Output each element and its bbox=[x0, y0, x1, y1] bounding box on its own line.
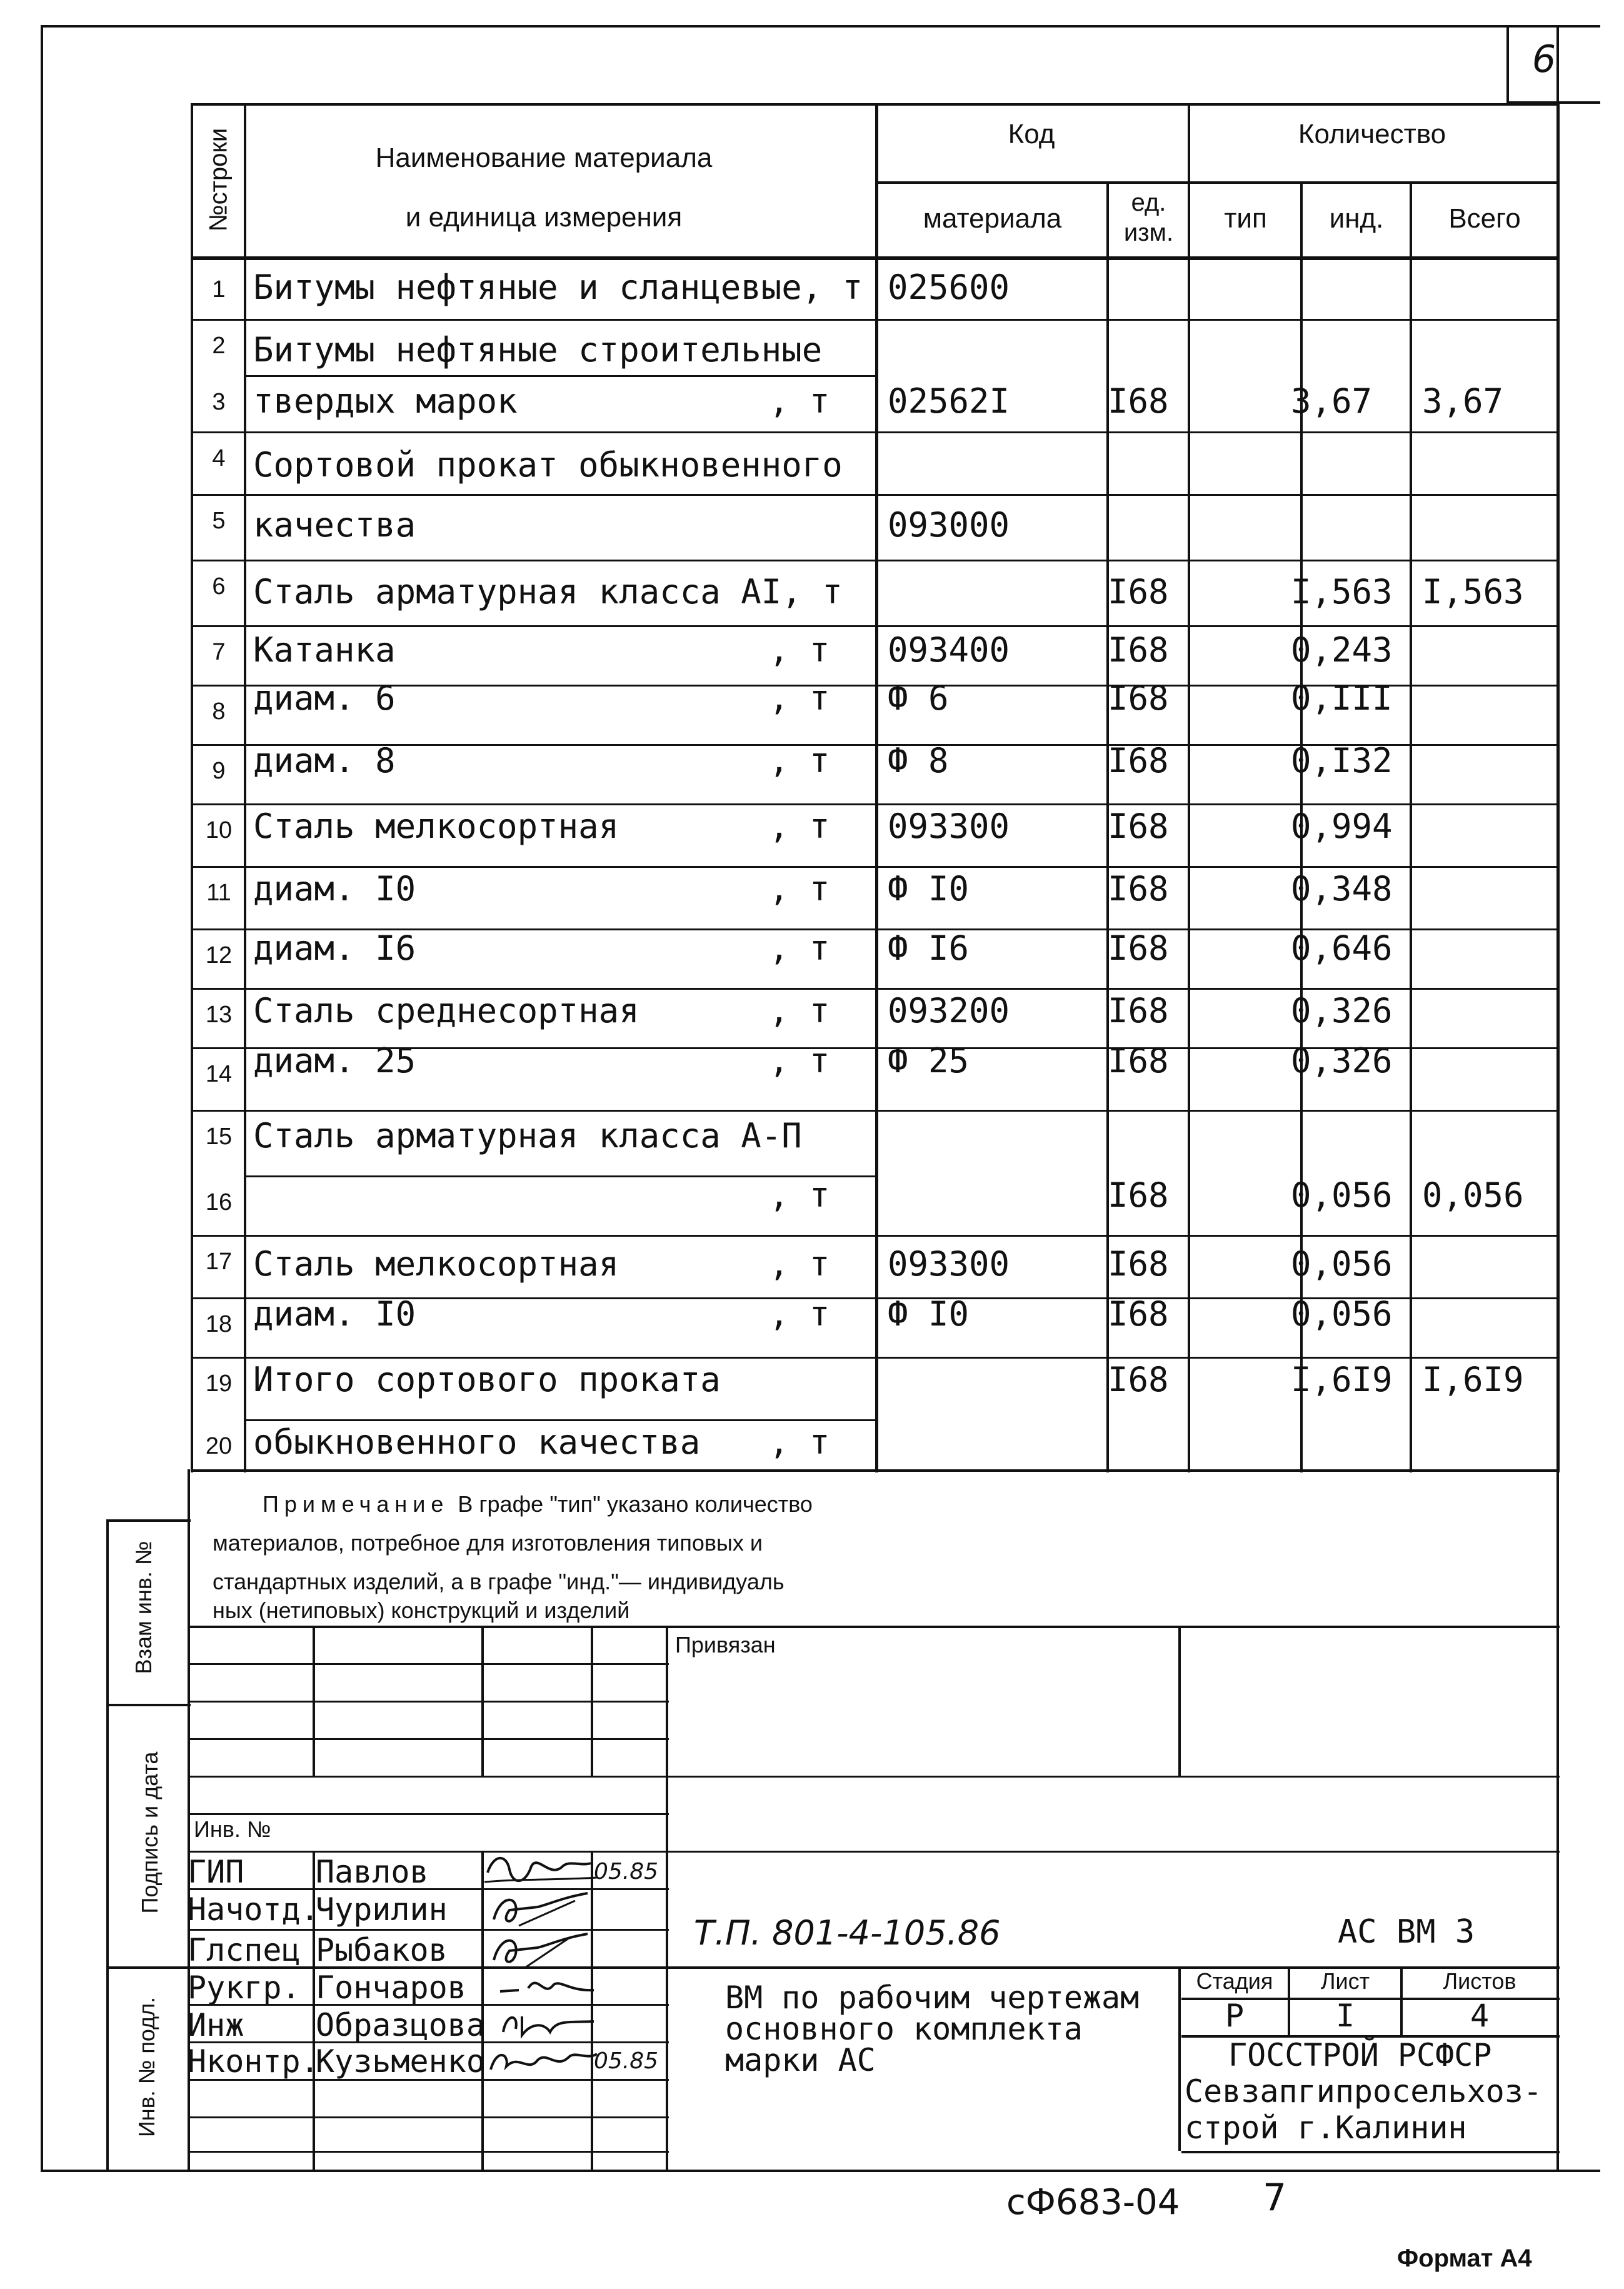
row-number: 12 bbox=[205, 942, 233, 968]
qty-ind: 0,646 bbox=[1291, 928, 1393, 968]
material-unit-label: , т bbox=[769, 1294, 830, 1334]
staff-role: Рукгр. bbox=[188, 1970, 301, 2006]
row-number: 3 bbox=[212, 389, 226, 415]
material-name: Сталь мелкосортная bbox=[253, 1244, 619, 1284]
staff-role: Нконтр. bbox=[188, 2043, 319, 2080]
qty-ind: 0,994 bbox=[1291, 807, 1393, 846]
unit-code: I68 bbox=[1108, 991, 1169, 1030]
row-number: 14 bbox=[205, 1061, 233, 1087]
material-name: Сталь арматурная класса AI, т bbox=[253, 572, 843, 611]
staff-name: Рыбаков bbox=[316, 1932, 448, 1968]
qty-ind: I,563 bbox=[1291, 572, 1393, 611]
doc-title-line-3: марки АС bbox=[725, 2042, 876, 2078]
note-line-2: материалов, потребное для изготовления типовых и bbox=[213, 1530, 763, 1556]
material-name: твердых марок bbox=[253, 381, 518, 421]
row-number: 13 bbox=[205, 1002, 233, 1028]
material-name: диам. I6 bbox=[253, 928, 416, 968]
staff-name: Образцова bbox=[316, 2007, 485, 2043]
signature-kuzmenko bbox=[481, 2041, 600, 2079]
material-unit-label: , т bbox=[769, 678, 830, 718]
header-type: тип bbox=[1224, 203, 1267, 234]
sheet-value: I bbox=[1335, 1998, 1355, 2034]
staff-role: Инж bbox=[188, 2007, 244, 2043]
qty-ind: 0,056 bbox=[1291, 1175, 1393, 1215]
signature-obraztsova bbox=[494, 2004, 600, 2041]
doc-title-line-1: ВМ по рабочим чертежам bbox=[725, 1980, 1140, 2016]
header-quantity: Количество bbox=[1298, 119, 1446, 149]
sheets-label: Листов bbox=[1443, 1968, 1516, 1994]
material-unit-label: , т bbox=[769, 807, 830, 846]
material-name: Сталь среднесортная bbox=[253, 991, 639, 1030]
note-line-4: ных (нетиповых) конструкций и изделий bbox=[213, 1597, 630, 1623]
material-code: 093000 bbox=[888, 505, 1010, 545]
staff-name: Чурилин bbox=[316, 1891, 448, 1928]
header-material: материала bbox=[923, 203, 1062, 234]
material-unit-label: , т bbox=[769, 869, 830, 908]
staff-role: Глспец bbox=[188, 1932, 301, 1968]
staff-date: 05.85 bbox=[594, 2048, 659, 2074]
material-code: Ф 25 bbox=[888, 1041, 970, 1080]
format-label: Формат А4 bbox=[1397, 2245, 1532, 2272]
qty-ind: 0,326 bbox=[1291, 991, 1393, 1030]
qty-ind: 3,67 bbox=[1291, 381, 1373, 421]
row-number: 4 bbox=[212, 445, 226, 471]
side-label-inv: Инв. № подл. bbox=[134, 1996, 159, 2138]
row-number: 17 bbox=[205, 1249, 233, 1275]
material-unit-label: , т bbox=[769, 928, 830, 968]
material-unit-label: , т bbox=[769, 630, 830, 670]
row-number: 10 bbox=[205, 817, 233, 843]
qty-ind: 0,348 bbox=[1291, 869, 1393, 908]
material-code: Ф 8 bbox=[888, 741, 949, 780]
unit-code: I68 bbox=[1108, 1360, 1169, 1399]
material-name: Сталь арматурная класса А-П bbox=[253, 1116, 802, 1155]
unit-code: I68 bbox=[1108, 630, 1169, 670]
org-line-1: ГОССТРОЙ РСФСР bbox=[1228, 2037, 1492, 2073]
material-name: качества bbox=[253, 505, 416, 545]
material-code: Ф I0 bbox=[888, 869, 970, 908]
qty-total: 0,056 bbox=[1422, 1175, 1524, 1215]
qty-ind: 0,243 bbox=[1291, 630, 1393, 670]
material-name: диам. 25 bbox=[253, 1041, 416, 1080]
material-name: диам. 8 bbox=[253, 741, 396, 780]
qty-ind: 0,056 bbox=[1291, 1244, 1393, 1284]
material-code: 093300 bbox=[888, 1244, 1010, 1284]
page-number: 6 bbox=[1531, 38, 1556, 81]
material-code: 025600 bbox=[888, 268, 1010, 307]
signature-goncharov bbox=[494, 1966, 600, 2004]
material-name: Битумы нефтяные строительные bbox=[253, 330, 823, 370]
material-name: Катанка bbox=[253, 630, 396, 670]
unit-code: I68 bbox=[1108, 807, 1169, 846]
row-number: 9 bbox=[212, 758, 226, 784]
header-ind: инд. bbox=[1329, 203, 1384, 234]
row-number: 11 bbox=[206, 880, 231, 906]
row-number: 1 bbox=[212, 276, 226, 303]
unit-code: I68 bbox=[1108, 928, 1169, 968]
header-unit: ед. изм. bbox=[1123, 189, 1174, 246]
row-number: 20 bbox=[205, 1433, 233, 1459]
staff-role: Начотд. bbox=[188, 1891, 319, 1928]
note bbox=[213, 1485, 1150, 1630]
unit-code: I68 bbox=[1108, 572, 1169, 611]
material-unit-label: , т bbox=[769, 381, 830, 421]
note-line-1: В графе "тип" указано количество bbox=[458, 1491, 813, 1517]
note-line-3: стандартных изделий, а в графе "инд."— индивидуаль bbox=[213, 1569, 784, 1594]
unit-code: I68 bbox=[1108, 869, 1169, 908]
unit-code: I68 bbox=[1108, 1294, 1169, 1334]
material-name: диам. 6 bbox=[253, 678, 396, 718]
unit-code: I68 bbox=[1108, 1041, 1169, 1080]
header-total: Всего bbox=[1448, 203, 1521, 234]
material-unit-label: , т bbox=[769, 1422, 830, 1462]
material-unit-label: , т bbox=[769, 1041, 830, 1080]
header-row-no: №строки bbox=[204, 128, 233, 232]
material-unit-label: , т bbox=[769, 1244, 830, 1284]
unit-code: I68 bbox=[1108, 678, 1169, 718]
material-code: Ф I6 bbox=[888, 928, 970, 968]
side-label-vzam: Взам инв. № bbox=[131, 1541, 156, 1674]
row-number: 15 bbox=[205, 1124, 233, 1150]
sheet-label: Лист bbox=[1320, 1968, 1370, 1994]
material-name: диам. I0 bbox=[253, 869, 416, 908]
signature-churilin bbox=[481, 1888, 600, 1932]
doc-title bbox=[725, 1982, 1139, 2076]
doc-title-line-2: основного комплекта bbox=[725, 2011, 1083, 2047]
qty-ind: 0,III bbox=[1291, 678, 1393, 718]
material-name: Сталь мелкосортная bbox=[253, 807, 619, 846]
unit-code: I68 bbox=[1108, 1175, 1169, 1215]
unit-code: I68 bbox=[1108, 1244, 1169, 1284]
row-number: 6 bbox=[212, 573, 226, 600]
header-code: Код bbox=[1008, 119, 1055, 149]
note-label: Примечание bbox=[263, 1491, 449, 1517]
row-number: 19 bbox=[205, 1371, 233, 1397]
stage-label: Стадия bbox=[1196, 1968, 1273, 1994]
archive-code: сФ683-04 bbox=[1006, 2182, 1180, 2223]
material-code: Ф 6 bbox=[888, 678, 949, 718]
material-unit-label: , т bbox=[769, 741, 830, 780]
qty-total: 3,67 bbox=[1422, 381, 1504, 421]
staff-role: ГИП bbox=[188, 1854, 244, 1890]
staff-date: 05.85 bbox=[594, 1859, 659, 1884]
material-name: Итого сортового проката bbox=[253, 1360, 721, 1399]
project-code: Т.П. 801-4-105.86 bbox=[694, 1913, 1001, 1953]
row-number: 8 bbox=[212, 698, 226, 725]
staff-name: Павлов bbox=[316, 1854, 429, 1890]
material-unit-label: , т bbox=[769, 1175, 830, 1215]
org-line-2: Севзапгипросельхоз- bbox=[1185, 2073, 1542, 2110]
side-label-podpis: Подпись и дата bbox=[137, 1751, 163, 1914]
row-number: 2 bbox=[212, 333, 226, 359]
material-name: обыкновенного качества bbox=[253, 1422, 701, 1462]
material-code: 093200 bbox=[888, 991, 1010, 1030]
qty-ind: 0,056 bbox=[1291, 1294, 1393, 1334]
unit-code: I68 bbox=[1108, 741, 1169, 780]
archive-num: 7 bbox=[1263, 2176, 1287, 2220]
signature-pavlov bbox=[481, 1848, 600, 1891]
sheets-value: 4 bbox=[1470, 1998, 1490, 2034]
row-number: 7 bbox=[212, 639, 226, 665]
unit-code: I68 bbox=[1108, 381, 1169, 421]
material-code: Ф I0 bbox=[888, 1294, 970, 1334]
row-number: 18 bbox=[205, 1311, 233, 1337]
material-name: диам. I0 bbox=[253, 1294, 416, 1334]
material-code: 093300 bbox=[888, 807, 1010, 846]
qty-ind: 0,I32 bbox=[1291, 741, 1393, 780]
header-name: Наименование материала и единица измерения bbox=[375, 143, 713, 233]
privyazan-label: Привязан bbox=[675, 1632, 776, 1658]
material-name: Битумы нефтяные и сланцевые, т bbox=[253, 268, 863, 307]
inv-no-label: Инв. № bbox=[194, 1816, 271, 1842]
row-number: 16 bbox=[205, 1189, 233, 1215]
doc-code: АС ВМ 3 bbox=[1338, 1913, 1475, 1951]
qty-total: I,6I9 bbox=[1422, 1360, 1524, 1399]
material-unit-label: , т bbox=[769, 991, 830, 1030]
row-number: 5 bbox=[212, 508, 226, 534]
qty-ind: 0,326 bbox=[1291, 1041, 1393, 1080]
staff-name: Гончаров bbox=[316, 1970, 466, 2006]
material-name: Сортовой прокат обыкновенного bbox=[253, 445, 843, 485]
material-code: 02562I bbox=[888, 381, 1010, 421]
stage-value: Р bbox=[1225, 1998, 1245, 2034]
organization bbox=[1185, 2037, 1542, 2146]
qty-total: I,563 bbox=[1422, 572, 1524, 611]
staff-name: Кузьменко bbox=[316, 2043, 485, 2080]
qty-ind: I,6I9 bbox=[1291, 1360, 1393, 1399]
material-code: 093400 bbox=[888, 630, 1010, 670]
org-line-3: строй г.Калинин bbox=[1185, 2110, 1467, 2146]
